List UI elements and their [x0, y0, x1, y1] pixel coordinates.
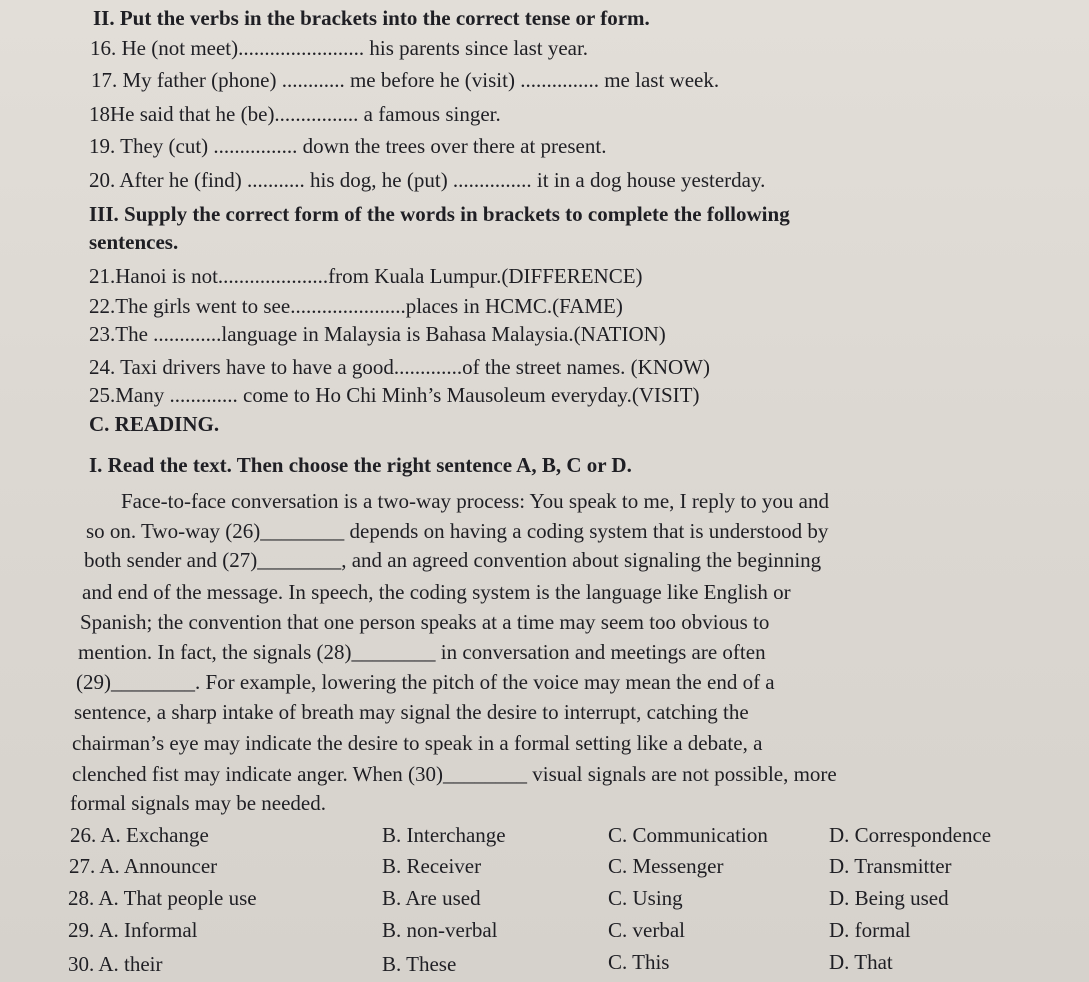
q26-option-a: 26. A. Exchange	[70, 823, 209, 847]
question-19: 19. They (cut) ................ down the trees over there at present.	[89, 134, 607, 158]
q28-option-d: D. Being used	[829, 886, 949, 910]
passage-line-3: both sender and (27)________, and an agreed convention about signaling the beginning	[84, 548, 822, 572]
question-23: 23.The .............language in Malaysia is Bahasa Malaysia.(NATION)	[89, 322, 666, 346]
question-24: 24. Taxi drivers have to have a good.............of the street names. (KNOW)	[89, 355, 710, 379]
passage-line-5: Spanish; the convention that one person speaks at a time may seem too obvious to	[80, 610, 770, 634]
passage-line-1: Face-to-face conversation is a two-way process: You speak to me, I reply to you and	[121, 489, 829, 513]
q29-option-c: C. verbal	[608, 918, 685, 942]
question-22: 22.The girls went to see......................places in HCMC.(FAME)	[89, 294, 623, 318]
reading-instruction: I. Read the text. Then choose the right sentence A, B, C or D.	[89, 453, 632, 477]
passage-line-6: mention. In fact, the signals (28)________ in conversation and meetings are often	[78, 640, 766, 664]
q29-option-a: 29. A. Informal	[68, 918, 198, 942]
passage-line-9: chairman’s eye may indicate the desire to speak in a formal setting like a debate, a	[72, 731, 763, 755]
question-16: 16. He (not meet)........................ his parents since last year.	[90, 36, 589, 60]
passage-line-4: and end of the message. In speech, the coding system is the language like English or	[82, 580, 791, 604]
q26-option-b: B. Interchange	[382, 823, 506, 847]
q29-option-b: B. non-verbal	[382, 918, 498, 942]
question-20: 20. After he (find) ........... his dog, he (put) ............... it in a dog house yesterday.	[89, 168, 766, 192]
q26-option-c: C. Communication	[608, 823, 768, 847]
q30-option-c: C. This	[608, 950, 670, 974]
section-2-heading: II. Put the verbs in the brackets into the correct tense or form.	[93, 6, 650, 30]
q27-option-c: C. Messenger	[608, 854, 724, 878]
question-21: 21.Hanoi is not.....................from Kuala Lumpur.(DIFFERENCE)	[89, 264, 643, 288]
q29-option-d: D. formal	[829, 918, 911, 942]
passage-line-8: sentence, a sharp intake of breath may signal the desire to interrupt, catching the	[74, 700, 749, 724]
q28-option-c: C. Using	[608, 886, 683, 910]
question-25: 25.Many ............. come to Ho Chi Minh’s Mausoleum everyday.(VISIT)	[89, 383, 700, 407]
passage-line-7: (29)________. For example, lowering the pitch of the voice may mean the end of a	[76, 670, 775, 694]
q30-option-a: 30. A. their	[68, 952, 163, 976]
passage-line-10: clenched fist may indicate anger. When (30)________ visual signals are not possible, more	[72, 762, 837, 786]
passage-line-11: formal signals may be needed.	[70, 791, 326, 815]
q28-option-b: B. Are used	[382, 886, 481, 910]
q28-option-a: 28. A. That people use	[68, 886, 257, 910]
q30-option-d: D. That	[829, 950, 893, 974]
q26-option-d: D. Correspondence	[829, 823, 992, 847]
passage-line-2: so on. Two-way (26)________ depends on having a coding system that is understood by	[86, 519, 829, 543]
q27-option-d: D. Transmitter	[829, 854, 952, 878]
section-3-heading-cont: sentences.	[89, 230, 179, 254]
reading-heading: C. READING.	[89, 412, 220, 436]
q27-option-a: 27. A. Announcer	[69, 854, 218, 878]
question-18: 18He said that he (be)................ a famous singer.	[89, 102, 501, 126]
q27-option-b: B. Receiver	[382, 854, 482, 878]
section-3-heading: III. Supply the correct form of the words in brackets to complete the following	[89, 202, 790, 226]
q30-option-b: B. These	[382, 952, 457, 976]
question-17: 17. My father (phone) ............ me before he (visit) ............... me last week.	[91, 68, 720, 92]
